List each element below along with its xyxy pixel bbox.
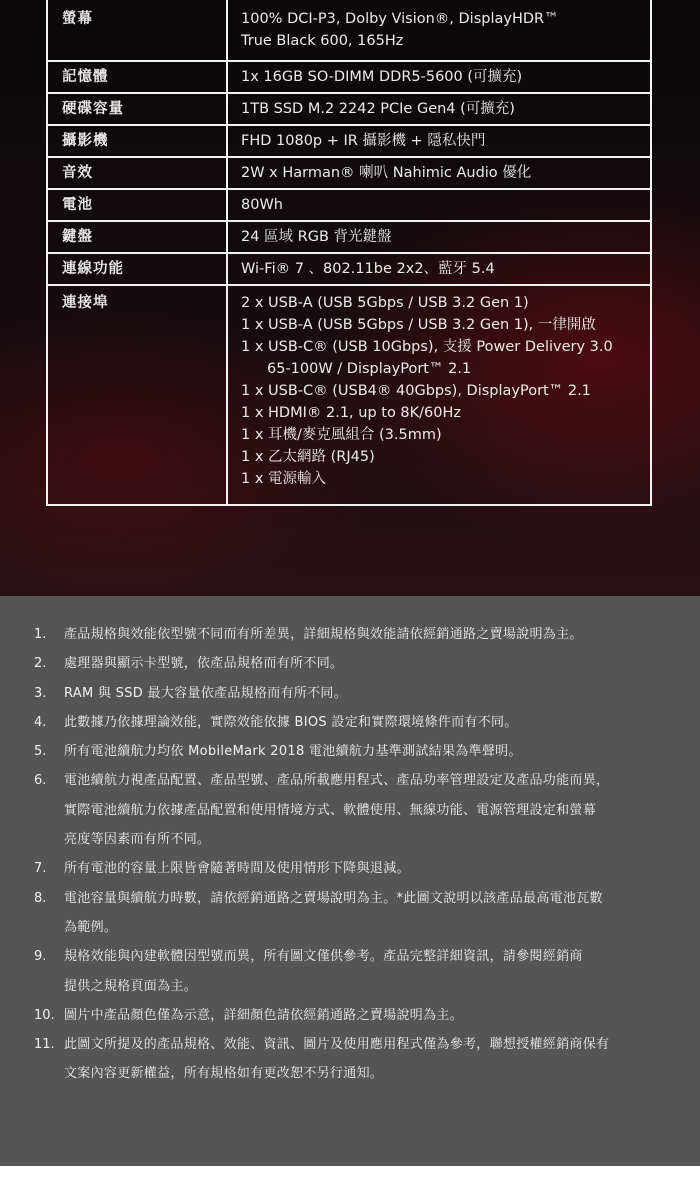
spec-value [227, 221, 651, 253]
spec-value-line: 1 x HDMI® 2.1, up to 8K/60Hz [241, 405, 462, 421]
note-number: 1. [34, 627, 47, 642]
notes-list [34, 596, 674, 1089]
spec-label: 記憶體 [47, 61, 227, 93]
spec-row [47, 253, 651, 285]
spec-row [47, 61, 651, 93]
spec-value [227, 93, 651, 125]
note-text: 處理器與顯示卡型號，依產品規格而有所不同。 [64, 656, 344, 672]
note-item [34, 737, 674, 766]
spec-value-line: 1 x 電源輸入 [241, 471, 327, 487]
note-text: 電池容量與續航力時數，請依經銷通路之賣場說明為主。*此圖文說明以該產品最高電池瓦數 為範例。 [64, 890, 603, 935]
note-number: 8. [34, 890, 47, 906]
note-item [34, 766, 674, 854]
note-text: 所有電池的容量上限皆會隨著時間及使用情形下降與退減。 [64, 861, 410, 877]
note-item [34, 708, 674, 737]
note-text: 圖片中產品顏色僅為示意，詳細顏色請依經銷通路之賣場說明為主。 [64, 1007, 464, 1023]
notes-section [0, 596, 700, 1166]
spec-row [47, 93, 651, 125]
bottom-strip [0, 1166, 700, 1200]
note-text: 所有電池續航力均依 MobileMark 2018 電池續航力基準測試結果為準聲明。 [64, 744, 522, 760]
note-text: 電池續航力視產品配置、產品型號、產品所載應用程式、產品功率管理設定及產品功能而異， 實際電池續航力依據產品配置和使用情境方式、軟體使用、無線功能、電源管理設定和螢幕 亮度等因素而有所不同。 [64, 773, 610, 848]
spec-value-line: 1 x 耳機/麥克風組合 (3.5mm) [241, 427, 442, 443]
spec-value-line: 1 x USB-A (USB 5Gbps / USB 3.2 Gen 1), 一律開啟 [241, 317, 596, 333]
spec-label: 連線功能 [47, 253, 227, 285]
spec-section [0, 0, 700, 596]
note-item [34, 1030, 674, 1089]
spec-value [227, 157, 651, 189]
spec-table [46, 0, 652, 506]
note-item [34, 620, 674, 649]
note-item [34, 884, 674, 943]
note-text: 規格效能與內建軟體因型號而異，所有圖文僅供參考。產品完整詳細資訊，請參閱經銷商 提供之規格頁面為主。 [64, 949, 583, 994]
spec-label: 螢幕 [47, 0, 227, 61]
spec-label: 連接埠 [47, 285, 227, 505]
spec-value-line: 80Wh [241, 197, 283, 213]
spec-value [227, 125, 651, 157]
spec-row [47, 221, 651, 253]
spec-value-line: 1 x USB-C® (USB 10Gbps), 支援 Power Delivery 3.0 [241, 339, 613, 355]
spec-value-line: 1 x USB-C® (USB4® 40Gbps), DisplayPort™ 2.1 [241, 383, 591, 399]
spec-value-line: 24 區域 RGB 背光鍵盤 [241, 229, 392, 245]
spec-label: 音效 [47, 157, 227, 189]
spec-value-line: 1TB SSD M.2 2242 PCIe Gen4 (可擴充) [241, 101, 515, 117]
note-number: 3. [34, 685, 47, 701]
note-text: 此數據乃依據理論效能，實際效能依據 BIOS 設定和實際環境條件而有不同。 [64, 714, 518, 730]
note-text: RAM 與 SSD 最大容量依產品規格而有所不同。 [64, 685, 348, 701]
note-number: 10. [34, 1007, 55, 1023]
note-item [34, 679, 674, 708]
note-number: 2. [34, 656, 47, 672]
note-item [34, 942, 674, 1001]
note-number: 4. [34, 714, 47, 730]
spec-value [227, 253, 651, 285]
note-item [34, 649, 674, 678]
note-number: 11. [34, 1037, 55, 1053]
spec-row [47, 157, 651, 189]
spec-value-line: 1x 16GB SO-DIMM DDR5-5600 (可擴充) [241, 69, 523, 85]
spec-label: 攝影機 [47, 125, 227, 157]
spec-value [227, 285, 651, 505]
spec-value-line: True Black 600, 165Hz [241, 33, 404, 49]
spec-value [227, 61, 651, 93]
spec-value [227, 189, 651, 221]
note-number: 6. [34, 773, 47, 789]
spec-row [47, 189, 651, 221]
spec-label: 硬碟容量 [47, 93, 227, 125]
spec-value-line: FHD 1080p + IR 攝影機 + 隱私快門 [241, 133, 486, 149]
spec-value-line: 65-100W / DisplayPort™ 2.1 [267, 361, 472, 377]
note-number: 9. [34, 949, 47, 965]
note-text: 此圖文所提及的產品規格、效能、資訊、圖片及使用應用程式僅為參考，聯想授權經銷商保有 文案內容更新權益，所有規格如有更改恕不另行通知。 [64, 1037, 610, 1082]
spec-label: 電池 [47, 189, 227, 221]
spec-row [47, 125, 651, 157]
note-item [34, 854, 674, 883]
note-number: 7. [34, 861, 47, 877]
spec-value-line: 1 x 乙太網路 (RJ45) [241, 449, 375, 465]
note-item [34, 1001, 674, 1030]
spec-value-line: 100% DCI-P3, Dolby Vision®, DisplayHDR™ [241, 11, 559, 27]
spec-row [47, 0, 651, 61]
note-number: 5. [34, 744, 47, 760]
note-text: 產品規格與效能依型號不同而有所差異，詳細規格與效能請依經銷通路之賣場說明為主。 [64, 627, 583, 642]
spec-value-line: Wi-Fi® 7 、802.11be 2x2、藍牙 5.4 [241, 261, 495, 277]
spec-value [227, 0, 651, 61]
spec-value-line: 2W x Harman® 喇叭 Nahimic Audio 優化 [241, 165, 532, 181]
spec-label: 鍵盤 [47, 221, 227, 253]
spec-row [47, 285, 651, 505]
spec-value-line: 2 x USB-A (USB 5Gbps / USB 3.2 Gen 1) [241, 295, 529, 311]
